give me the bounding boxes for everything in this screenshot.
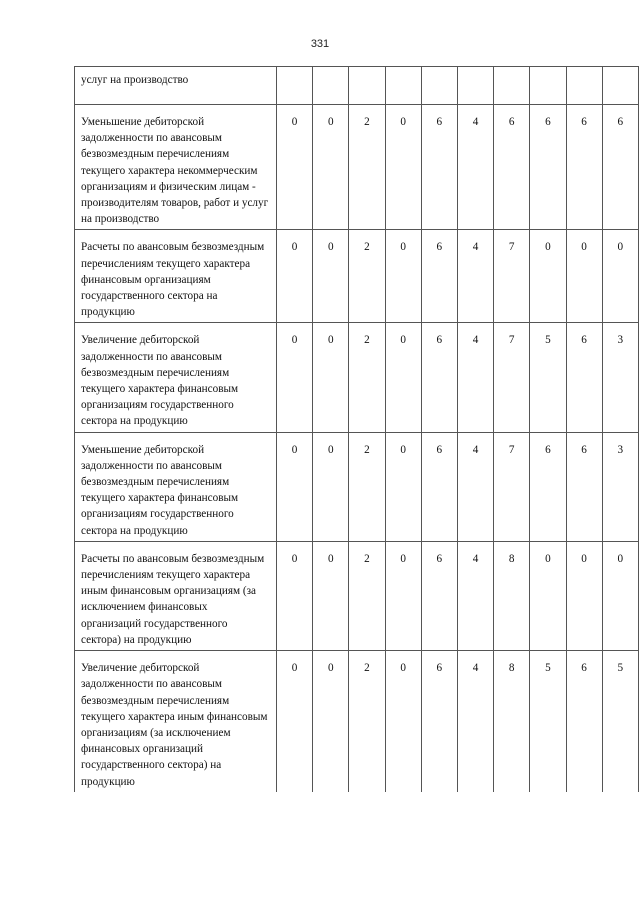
code-cell: 4 [457, 323, 493, 432]
code-cell: 6 [421, 432, 457, 541]
code-cell: 4 [457, 432, 493, 541]
code-cell: 6 [602, 105, 638, 230]
table-row [75, 323, 639, 432]
code-cell: 6 [421, 230, 457, 323]
code-cell: 0 [530, 541, 566, 650]
code-cell: 6 [421, 651, 457, 792]
code-cell [385, 67, 421, 105]
code-cell: 7 [494, 432, 530, 541]
code-cell: 0 [602, 230, 638, 323]
code-cell: 2 [349, 651, 385, 792]
code-cell: 0 [313, 432, 349, 541]
code-cell: 2 [349, 323, 385, 432]
code-cell: 5 [530, 323, 566, 432]
code-cell: 0 [566, 230, 602, 323]
code-cell: 0 [277, 541, 313, 650]
code-cell: 0 [602, 541, 638, 650]
code-cell: 7 [494, 323, 530, 432]
table-row [75, 651, 639, 792]
code-cell: 0 [385, 651, 421, 792]
code-cell: 0 [313, 323, 349, 432]
page-number: 331 [310, 38, 330, 50]
code-cell: 0 [385, 323, 421, 432]
accounts-table [74, 66, 639, 792]
code-cell [494, 67, 530, 105]
code-cell: 2 [349, 105, 385, 230]
code-cell [313, 67, 349, 105]
code-cell: 5 [602, 651, 638, 792]
table-row-continuation [75, 67, 639, 105]
code-cell [530, 67, 566, 105]
code-cell: 6 [530, 432, 566, 541]
code-cell: 6 [566, 432, 602, 541]
code-cell: 0 [385, 541, 421, 650]
row-name-cell: Увеличение дебиторской задолженности по авансовым безвозмездным перечислениям текущего характера иным финансовым организациям (за исключением финансовых организаций государственного сектора) на продукцию [75, 651, 277, 792]
code-cell: 6 [566, 105, 602, 230]
code-cell: 3 [602, 432, 638, 541]
table-row [75, 541, 639, 650]
code-cell: 2 [349, 230, 385, 323]
code-cell: 6 [566, 323, 602, 432]
code-cell: 2 [349, 432, 385, 541]
row-name-cell: Уменьшение дебиторской задолженности по авансовым безвозмездным перечислениям текущего характера некоммерческим организациям и физическим лицам - производителям товаров, работ и услуг на производство [75, 105, 277, 230]
row-name-cell: услуг на производство [75, 67, 277, 105]
code-cell: 0 [566, 541, 602, 650]
code-cell [277, 67, 313, 105]
code-cell: 0 [277, 651, 313, 792]
table-body [75, 67, 639, 792]
code-cell: 0 [277, 323, 313, 432]
code-cell [421, 67, 457, 105]
code-cell: 4 [457, 105, 493, 230]
row-name-cell: Увеличение дебиторской задолженности по авансовым безвозмездным перечислениям текущего характера финансовым организациям государственного сектора на продукцию [75, 323, 277, 432]
code-cell: 5 [530, 651, 566, 792]
code-cell: 0 [313, 651, 349, 792]
code-cell: 6 [421, 323, 457, 432]
code-cell [349, 67, 385, 105]
code-cell: 0 [385, 230, 421, 323]
code-cell: 0 [530, 230, 566, 323]
code-cell: 6 [421, 541, 457, 650]
code-cell: 0 [313, 105, 349, 230]
row-name-cell: Уменьшение дебиторской задолженности по авансовым безвозмездным перечислениям текущего характера финансовым организациям государственного сектора на продукцию [75, 432, 277, 541]
code-cell: 7 [494, 230, 530, 323]
code-cell: 2 [349, 541, 385, 650]
code-cell [457, 67, 493, 105]
code-cell: 4 [457, 651, 493, 792]
code-cell: 3 [602, 323, 638, 432]
code-cell: 0 [385, 432, 421, 541]
row-name-cell: Расчеты по авансовым безвозмездным перечислениям текущего характера финансовым организациям государственного сектора на продукцию [75, 230, 277, 323]
code-cell: 0 [313, 230, 349, 323]
code-cell: 6 [530, 105, 566, 230]
row-name-cell: Расчеты по авансовым безвозмездным перечислениям текущего характера иным финансовым организациям (за исключением финансовых организаций государственного сектора) на продукцию [75, 541, 277, 650]
table-row [75, 230, 639, 323]
code-cell: 4 [457, 230, 493, 323]
code-cell: 0 [313, 541, 349, 650]
code-cell: 0 [277, 230, 313, 323]
table-row [75, 432, 639, 541]
code-cell: 8 [494, 541, 530, 650]
code-cell: 6 [494, 105, 530, 230]
code-cell: 0 [277, 105, 313, 230]
code-cell: 4 [457, 541, 493, 650]
code-cell [602, 67, 638, 105]
code-cell: 6 [566, 651, 602, 792]
table-row [75, 105, 639, 230]
code-cell: 8 [494, 651, 530, 792]
code-cell [566, 67, 602, 105]
code-cell: 0 [277, 432, 313, 541]
code-cell: 6 [421, 105, 457, 230]
code-cell: 0 [385, 105, 421, 230]
